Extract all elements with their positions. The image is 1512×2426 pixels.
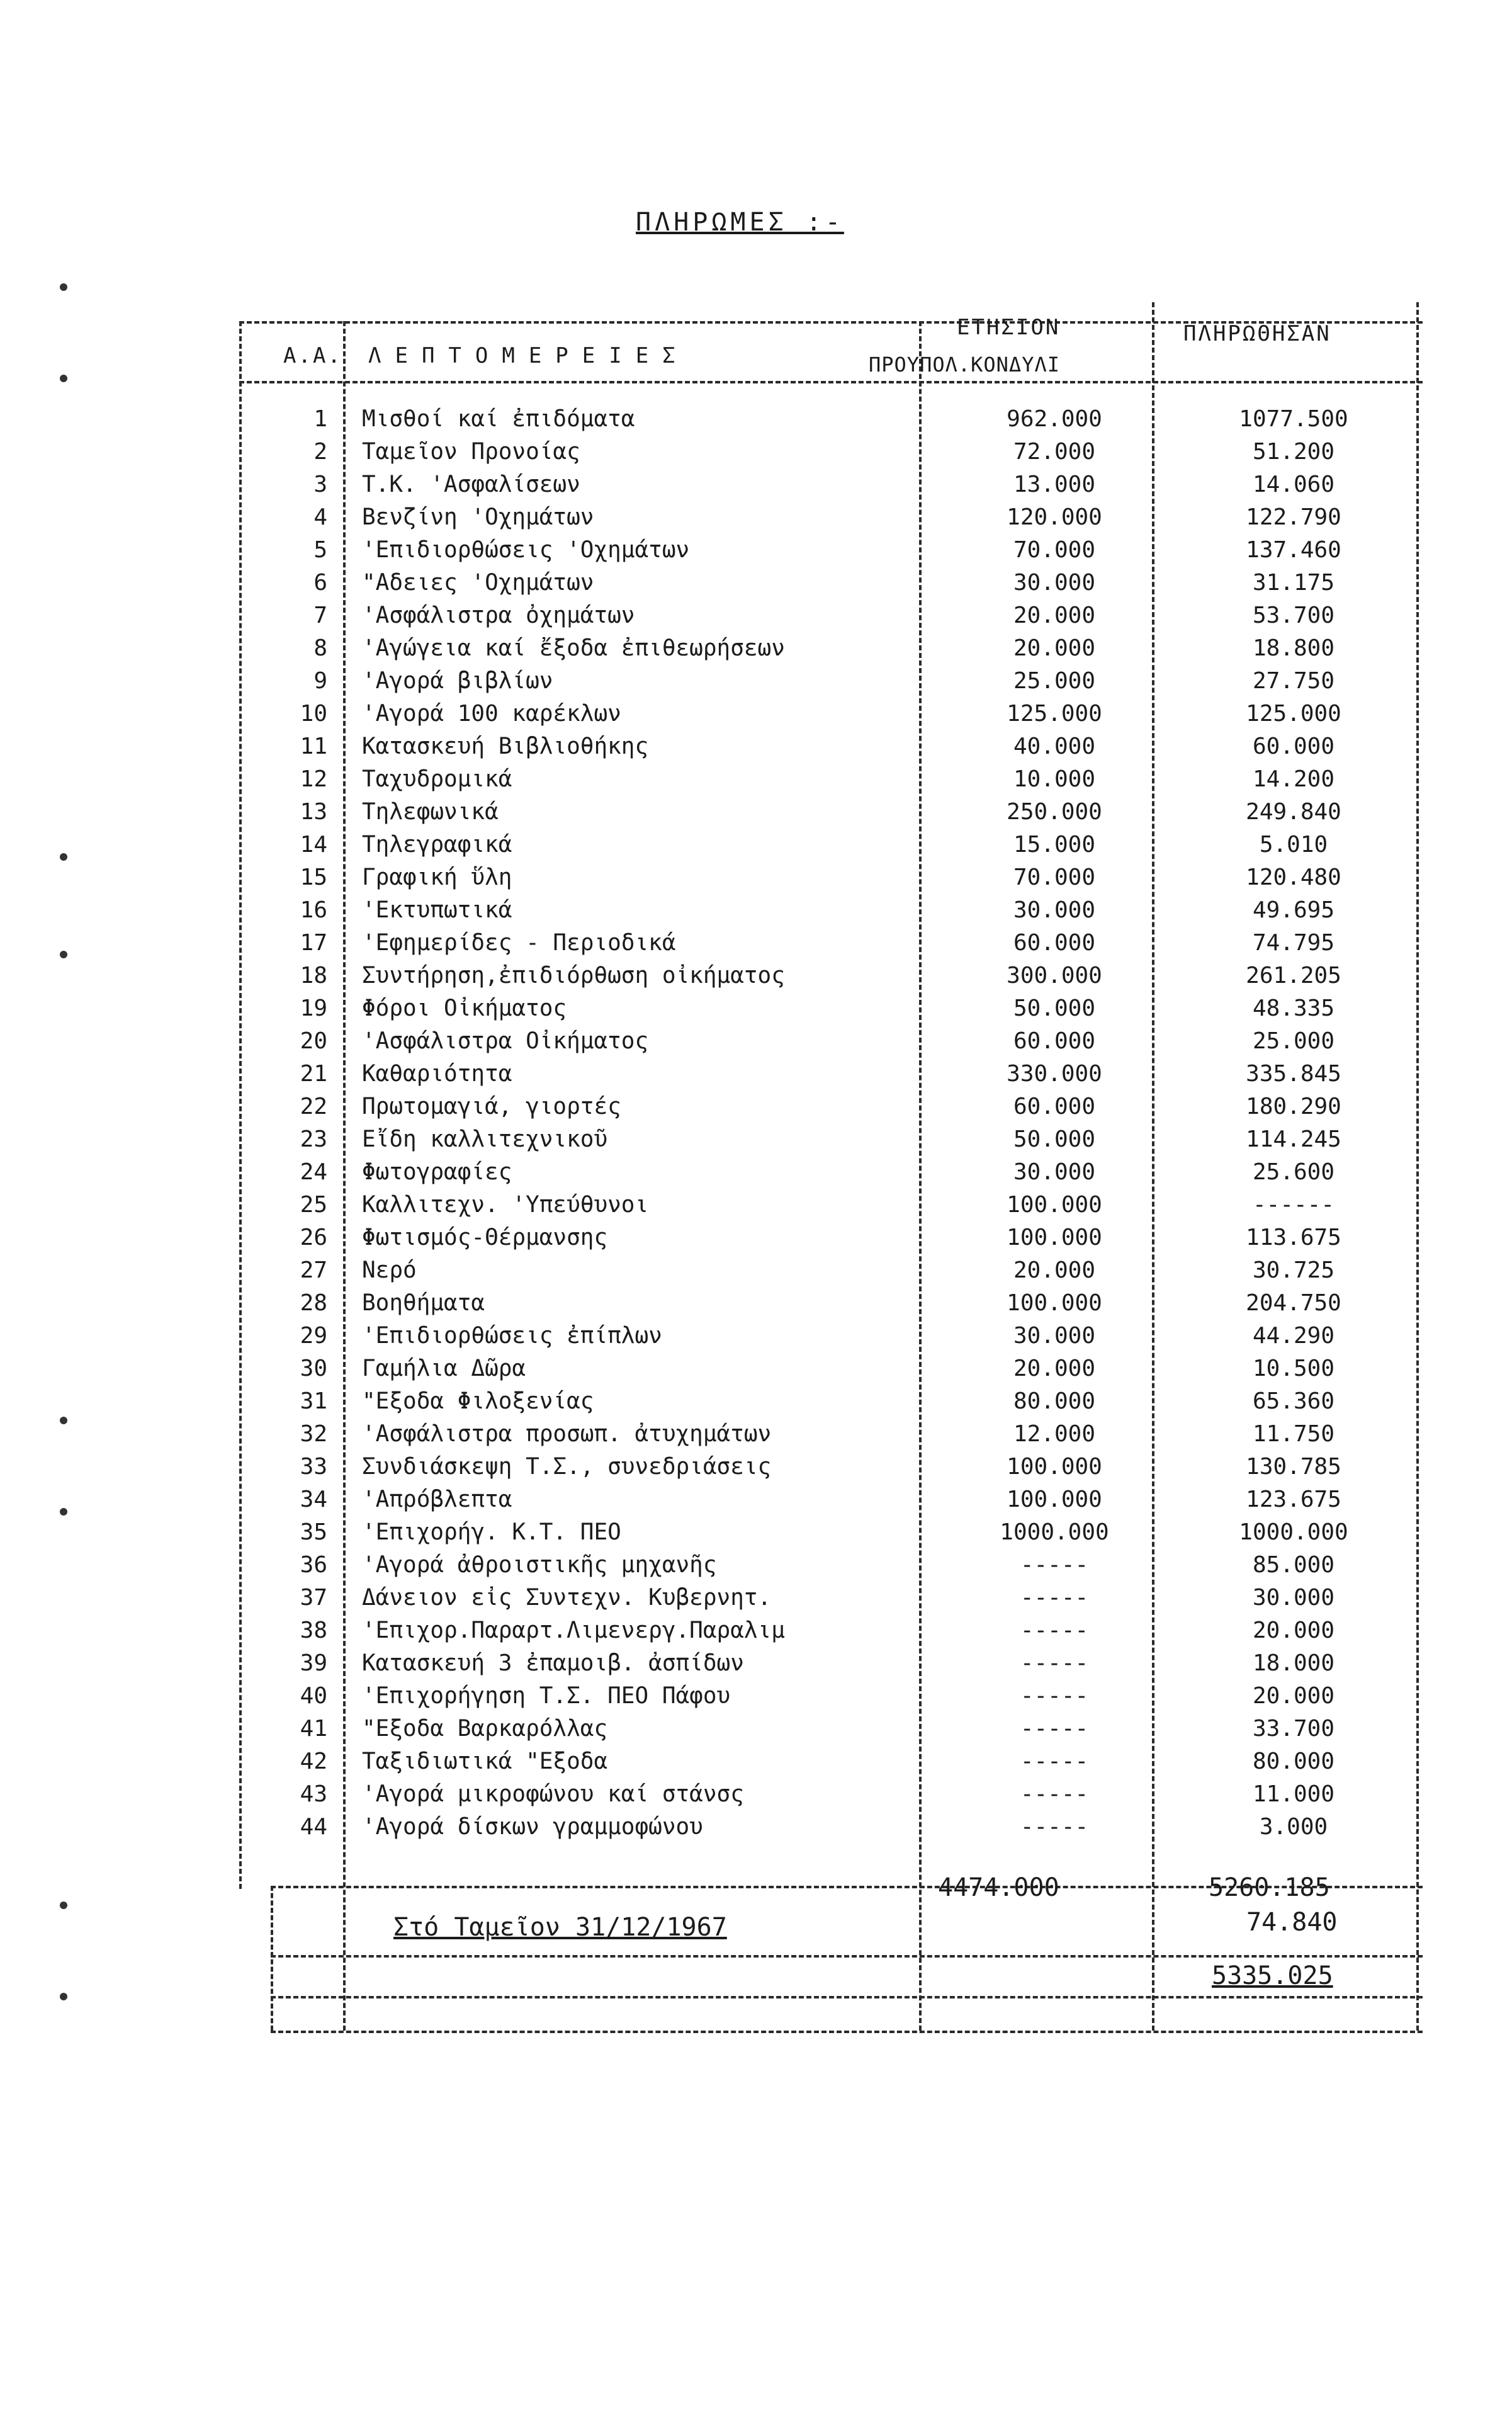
row-number: 36: [300, 1552, 327, 1578]
row-budget: 12.000: [1013, 1421, 1096, 1447]
header-number-label: Α.Α.: [283, 343, 342, 368]
table-row: [0, 1418, 1512, 1451]
table-row: [0, 403, 1512, 436]
row-description: Βενζίνη 'Οχημάτων: [362, 504, 594, 530]
row-budget: -----: [1020, 1716, 1089, 1742]
row-budget: 962.000: [1007, 406, 1102, 432]
row-description: Τηλεγραφικά: [362, 832, 512, 858]
row-description: "Εξοδα Βαρκαρόλλας: [362, 1716, 608, 1742]
row-number: 29: [300, 1323, 327, 1349]
table-row: [0, 1582, 1512, 1614]
row-paid: 48.335: [1252, 995, 1335, 1021]
table-row: [0, 1287, 1512, 1320]
row-description: Ταμεῖον Προνοίας: [362, 439, 580, 465]
row-budget: 70.000: [1013, 864, 1096, 890]
row-number: 14: [300, 832, 327, 858]
header-budget-label-top: ΕΤΗΣΙΟΝ: [957, 315, 1061, 340]
row-paid: 114.245: [1246, 1126, 1341, 1152]
row-paid: 11.000: [1252, 1781, 1335, 1807]
row-paid: 261.205: [1246, 963, 1341, 989]
table-row: [0, 1222, 1512, 1254]
row-number: 42: [300, 1749, 327, 1774]
row-number: 11: [300, 734, 327, 759]
row-budget: 70.000: [1013, 537, 1096, 563]
row-budget: 100.000: [1007, 1290, 1102, 1316]
table-row: [0, 1352, 1512, 1385]
row-description: "Αδειες 'Οχημάτων: [362, 570, 594, 596]
budget-total: 4474.000: [938, 1873, 1059, 1902]
row-paid: 49.695: [1252, 897, 1335, 923]
row-budget: 30.000: [1013, 1323, 1096, 1349]
row-paid: 14.200: [1252, 766, 1335, 792]
row-budget: 13.000: [1013, 472, 1096, 497]
grand-total: 5335.025: [1212, 1961, 1333, 1990]
cash-divider: [271, 1996, 1423, 1998]
row-description: Κατασκευή 3 ἐπαμοιβ. ἀσπίδων: [362, 1650, 744, 1676]
row-description: 'Αγώγεια καί ἔξοδα ἐπιθεωρήσεων: [362, 635, 785, 661]
row-budget: 1000.000: [1000, 1519, 1109, 1545]
row-paid: 180.290: [1246, 1094, 1341, 1119]
row-budget: 30.000: [1013, 1159, 1096, 1185]
table-row: [0, 796, 1512, 829]
table-row: [0, 665, 1512, 698]
row-number: 35: [300, 1519, 327, 1545]
row-budget: 40.000: [1013, 734, 1096, 759]
row-paid: 249.840: [1246, 799, 1341, 825]
table-row: [0, 1549, 1512, 1582]
row-budget: 30.000: [1013, 570, 1096, 596]
row-budget: 60.000: [1013, 930, 1096, 956]
row-number: 10: [300, 701, 327, 727]
row-number: 40: [300, 1683, 327, 1709]
row-description: 'Αγορά 100 καρέκλων: [362, 701, 621, 727]
row-description: Γραφική ὕλη: [362, 864, 512, 890]
scan-speck: [60, 375, 67, 382]
row-number: 28: [300, 1290, 327, 1316]
row-paid: 20.000: [1252, 1683, 1335, 1709]
row-number: 25: [300, 1192, 327, 1218]
row-description: Νερό: [362, 1257, 417, 1283]
row-number: 34: [300, 1487, 327, 1512]
row-description: Τ.Κ. 'Ασφαλίσεων: [362, 472, 580, 497]
row-description: Γαμήλια Δῶρα: [362, 1356, 526, 1381]
row-number: 1: [313, 406, 327, 432]
row-number: 37: [300, 1585, 327, 1611]
row-number: 20: [300, 1028, 327, 1054]
row-description: Δάνειον εἰς Συντεχν. Κυβερνητ.: [362, 1585, 772, 1611]
row-budget: 20.000: [1013, 635, 1096, 661]
row-number: 27: [300, 1257, 327, 1283]
row-description: 'Ασφάλιστρα προσωπ. ἀτυχημάτων: [362, 1421, 772, 1447]
row-budget: 330.000: [1007, 1061, 1102, 1087]
row-paid: 204.750: [1246, 1290, 1341, 1316]
row-description: 'Επιχορήγηση Τ.Σ. ΠΕΟ Πάφου: [362, 1683, 731, 1709]
row-number: 23: [300, 1126, 327, 1152]
row-number: 39: [300, 1650, 327, 1676]
row-number: 43: [300, 1781, 327, 1807]
row-description: Συντήρηση,ἐπιδιόρθωση οἰκήματος: [362, 963, 785, 989]
row-budget: 300.000: [1007, 963, 1102, 989]
row-description: Συνδιάσκεψη Τ.Σ., συνεδριάσεις: [362, 1454, 772, 1480]
table-row: [0, 1745, 1512, 1778]
row-description: 'Αγορά δίσκων γραμμοφώνου: [362, 1814, 703, 1840]
scan-speck: [60, 1417, 67, 1424]
table-row: [0, 1058, 1512, 1091]
row-paid: 60.000: [1252, 734, 1335, 759]
row-budget: 72.000: [1013, 439, 1096, 465]
table-row: [0, 927, 1512, 960]
row-budget: -----: [1020, 1683, 1089, 1709]
cash-balance-label: Στό Ταμεῖον 31/12/1967: [393, 1913, 727, 1942]
row-paid: 65.360: [1252, 1388, 1335, 1414]
row-description: Βοηθήματα: [362, 1290, 485, 1316]
row-number: 15: [300, 864, 327, 890]
row-paid: 20.000: [1252, 1618, 1335, 1643]
table-row: [0, 1254, 1512, 1287]
table-row: [0, 1123, 1512, 1156]
row-number: 41: [300, 1716, 327, 1742]
row-number: 22: [300, 1094, 327, 1119]
row-budget: 25.000: [1013, 668, 1096, 694]
row-paid: 137.460: [1246, 537, 1341, 563]
row-number: 38: [300, 1618, 327, 1643]
row-number: 44: [300, 1814, 327, 1840]
row-paid: 122.790: [1246, 504, 1341, 530]
scan-speck: [60, 1508, 67, 1516]
table-row: [0, 1091, 1512, 1123]
table-row: [0, 436, 1512, 468]
row-budget: -----: [1020, 1814, 1089, 1840]
row-description: 'Επιδιορθώσεις 'Οχημάτων: [362, 537, 690, 563]
row-description: 'Ασφάλιστρα ὀχημάτων: [362, 603, 635, 628]
row-budget: -----: [1020, 1552, 1089, 1578]
table-row: [0, 1713, 1512, 1745]
header-bottom-border: [239, 381, 1423, 383]
table-row: [0, 894, 1512, 927]
row-number: 30: [300, 1356, 327, 1381]
row-budget: 100.000: [1007, 1454, 1102, 1480]
row-number: 13: [300, 799, 327, 825]
row-paid: 123.675: [1246, 1487, 1341, 1512]
table-row: [0, 1451, 1512, 1483]
table-bottom-border: [271, 2031, 1423, 2033]
row-budget: 50.000: [1013, 1126, 1096, 1152]
table-row: [0, 861, 1512, 894]
row-number: 9: [313, 668, 327, 694]
row-description: 'Απρόβλεπτα: [362, 1487, 512, 1512]
row-budget: 120.000: [1007, 504, 1102, 530]
row-description: Μισθοί καί ἐπιδόματα: [362, 406, 635, 432]
row-description: 'Εκτυπωτικά: [362, 897, 512, 923]
row-paid: 1077.500: [1239, 406, 1348, 432]
row-budget: -----: [1020, 1585, 1089, 1611]
table-row: [0, 1385, 1512, 1418]
table-row: [0, 1614, 1512, 1647]
row-paid: 30.000: [1252, 1585, 1335, 1611]
scan-speck: [60, 1902, 67, 1909]
row-budget: 20.000: [1013, 1356, 1096, 1381]
table-row: [0, 1320, 1512, 1352]
row-paid: 113.675: [1246, 1225, 1341, 1250]
row-paid: 25.600: [1252, 1159, 1335, 1185]
row-budget: 100.000: [1007, 1487, 1102, 1512]
row-number: 31: [300, 1388, 327, 1414]
scan-speck: [60, 853, 67, 861]
row-description: Φωτογραφίες: [362, 1159, 512, 1185]
paid-total: 5260.185: [1209, 1873, 1330, 1902]
row-paid: 53.700: [1252, 603, 1335, 628]
row-number: 6: [313, 570, 327, 596]
row-description: 'Επιχορ.Παραρτ.Λιμενεργ.Παραλιμ: [362, 1618, 785, 1643]
cash-balance-value: 74.840: [1246, 1908, 1338, 1937]
row-number: 2: [313, 439, 327, 465]
row-budget: -----: [1020, 1618, 1089, 1643]
row-description: 'Αγορά ἀθροιστικῆς μηχανῆς: [362, 1552, 717, 1578]
row-budget: 100.000: [1007, 1225, 1102, 1250]
row-number: 32: [300, 1421, 327, 1447]
totals-divider: [271, 1955, 1423, 1958]
row-paid: 25.000: [1252, 1028, 1335, 1054]
row-description: Τηλεφωνικά: [362, 799, 499, 825]
row-number: 12: [300, 766, 327, 792]
table-row: [0, 992, 1512, 1025]
table-row: [0, 730, 1512, 763]
row-number: 18: [300, 963, 327, 989]
header-paid-label: ΠΛΗΡΩΘΗΣΑΝ: [1183, 321, 1331, 346]
table-row: [0, 1483, 1512, 1516]
table-row: [0, 468, 1512, 501]
table-row: [0, 534, 1512, 567]
row-description: Πρωτομαγιά, γιορτές: [362, 1094, 621, 1119]
row-paid: 27.750: [1252, 668, 1335, 694]
row-number: 5: [313, 537, 327, 563]
row-paid: 120.480: [1246, 864, 1341, 890]
row-description: Ταξιδιωτικά "Εξοδα: [362, 1749, 608, 1774]
table-row: [0, 960, 1512, 992]
row-paid: 10.500: [1252, 1356, 1335, 1381]
row-paid: 85.000: [1252, 1552, 1335, 1578]
row-description: 'Επιχορήγ. Κ.Τ. ΠΕΟ: [362, 1519, 621, 1545]
row-paid: 130.785: [1246, 1454, 1341, 1480]
row-number: 3: [313, 472, 327, 497]
row-budget: -----: [1020, 1749, 1089, 1774]
row-paid: 14.060: [1252, 472, 1335, 497]
table-row: [0, 632, 1512, 665]
table-row: [0, 1189, 1512, 1222]
row-number: 17: [300, 930, 327, 956]
row-number: 8: [313, 635, 327, 661]
row-paid: 1000.000: [1239, 1519, 1348, 1545]
row-budget: 60.000: [1013, 1028, 1096, 1054]
row-description: 'Εφημερίδες - Περιοδικά: [362, 930, 676, 956]
row-budget: 10.000: [1013, 766, 1096, 792]
row-budget: 80.000: [1013, 1388, 1096, 1414]
row-description: Καλλιτεχν. 'Υπεύθυνοι: [362, 1192, 649, 1218]
left-inner-border: [271, 1886, 273, 2031]
row-description: Ταχυδρομικά: [362, 766, 512, 792]
table-row: [0, 763, 1512, 796]
row-paid: 3.000: [1259, 1814, 1328, 1840]
table-row: [0, 1025, 1512, 1058]
row-budget: 125.000: [1007, 701, 1102, 727]
row-description: 'Αγορά βιβλίων: [362, 668, 553, 694]
row-number: 7: [313, 603, 327, 628]
row-description: 'Αγορά μικροφώνου καί στάνσς: [362, 1781, 744, 1807]
header-description-label: ΛΕΠΤΟΜΕΡΕΙΕΣ: [368, 343, 689, 368]
row-description: Εἴδη καλλιτεχνικοῦ: [362, 1126, 608, 1152]
row-number: 21: [300, 1061, 327, 1087]
row-number: 26: [300, 1225, 327, 1250]
row-number: 16: [300, 897, 327, 923]
table-row: [0, 698, 1512, 730]
row-budget: -----: [1020, 1650, 1089, 1676]
row-description: Καθαριότητα: [362, 1061, 512, 1087]
row-paid: 74.795: [1252, 930, 1335, 956]
row-paid: 5.010: [1259, 832, 1328, 858]
table-row: [0, 1156, 1512, 1189]
row-number: 33: [300, 1454, 327, 1480]
scan-speck: [60, 1993, 67, 2000]
page-title: ΠΛΗΡΩΜΕΣ :-: [636, 208, 844, 237]
row-paid: 335.845: [1246, 1061, 1341, 1087]
row-description: "Εξοδα Φιλοξενίας: [362, 1388, 594, 1414]
row-paid: ------: [1252, 1192, 1335, 1218]
row-description: Φωτισμός-Θέρμανσης: [362, 1225, 608, 1250]
row-paid: 30.725: [1252, 1257, 1335, 1283]
row-budget: 100.000: [1007, 1192, 1102, 1218]
row-description: Φόροι Οἰκήματος: [362, 995, 567, 1021]
table-row: [0, 1811, 1512, 1844]
table-row: [0, 567, 1512, 599]
table-row: [0, 1516, 1512, 1549]
row-paid: 31.175: [1252, 570, 1335, 596]
row-paid: 80.000: [1252, 1749, 1335, 1774]
table-row: [0, 501, 1512, 534]
row-paid: 125.000: [1246, 701, 1341, 727]
row-number: 24: [300, 1159, 327, 1185]
row-paid: 18.000: [1252, 1650, 1335, 1676]
row-budget: 50.000: [1013, 995, 1096, 1021]
row-paid: 33.700: [1252, 1716, 1335, 1742]
row-paid: 44.290: [1252, 1323, 1335, 1349]
scan-speck: [60, 951, 67, 958]
row-budget: -----: [1020, 1781, 1089, 1807]
table-row: [0, 1680, 1512, 1713]
row-number: 4: [313, 504, 327, 530]
table-row: [0, 1647, 1512, 1680]
row-budget: 15.000: [1013, 832, 1096, 858]
row-paid: 18.800: [1252, 635, 1335, 661]
row-budget: 20.000: [1013, 603, 1096, 628]
row-number: 19: [300, 995, 327, 1021]
header-budget-label-bottom: ΠΡΟΥΠΟΛ.ΚΟΝΔΥΛΙ: [869, 353, 1060, 377]
table-row: [0, 599, 1512, 632]
row-description: Κατασκευή Βιβλιοθήκης: [362, 734, 649, 759]
table-row: [0, 829, 1512, 861]
scan-speck: [60, 283, 67, 291]
row-budget: 20.000: [1013, 1257, 1096, 1283]
row-paid: 11.750: [1252, 1421, 1335, 1447]
row-budget: 60.000: [1013, 1094, 1096, 1119]
row-paid: 51.200: [1252, 439, 1335, 465]
row-budget: 30.000: [1013, 897, 1096, 923]
row-description: 'Ασφάλιστρα Οἰκήματος: [362, 1028, 649, 1054]
row-description: 'Επιδιορθώσεις ἐπίπλων: [362, 1323, 662, 1349]
table-row: [0, 1778, 1512, 1811]
row-budget: 250.000: [1007, 799, 1102, 825]
